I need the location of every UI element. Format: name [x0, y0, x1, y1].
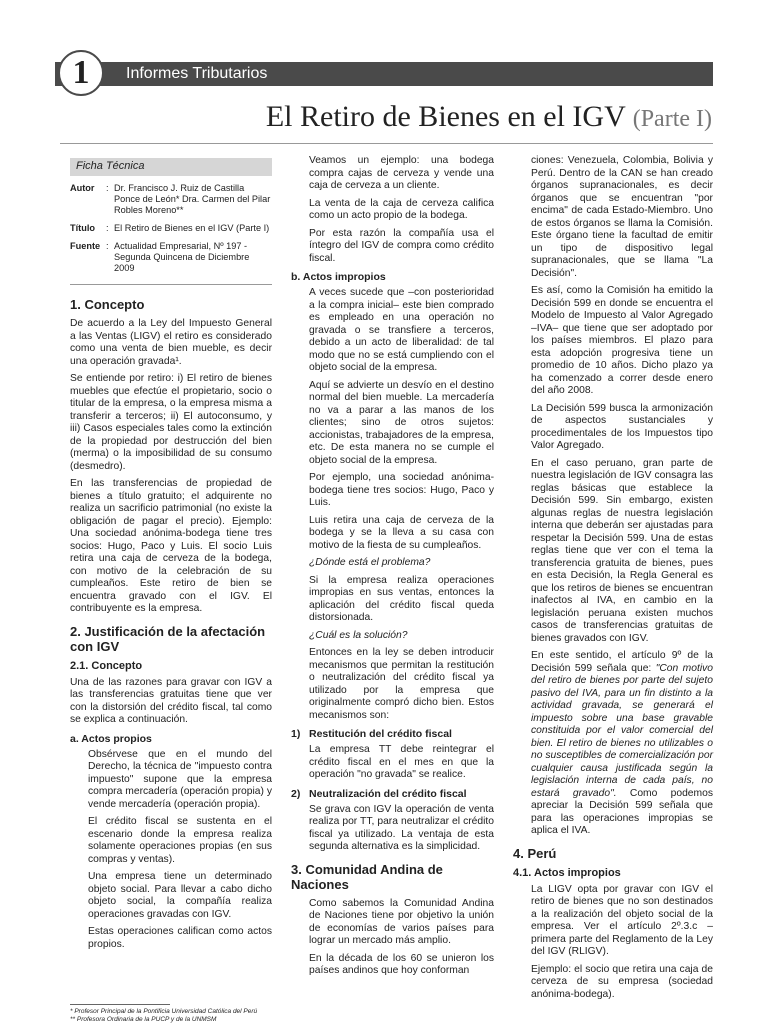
paragraph: Por ejemplo, una sociedad anónima-bodega tiene tres socios: Hugo, Paco y Luis. — [309, 472, 494, 508]
column-1 — [70, 155, 272, 956]
footnote-divider — [70, 1004, 170, 1005]
column-2 — [291, 155, 494, 983]
paragraph: A veces sucede que –con posterioridad a la compra inicial– este bien comprado es empleado en una operación no gravada o se transfiere a terceros, debido a un acto de liberalidad: de tal modo que no se está cumpliendo con el objeto social de la empresa. — [309, 287, 494, 373]
ficha-divider — [70, 284, 272, 285]
paragraph: En el caso peruano, gran parte de nuestra legislación de IGV consagra las reglas básicas que establece la Decisión 599. Sin embargo, existen algunas reglas de nuestra legislación interna que deberán ser ajustadas para respetar la Decisión 599. Una de estas reglas tiene que ver con el tema la transferencia gratuita de bienes, pues en esta Decisión, la Regla General es que los retiros de bienes se encuentran inafectos al IVA, en cambio en la legislación peruana existen muchos casos de transferencias gratuitas de bienes gravados con IGV. — [531, 457, 713, 644]
column-3 — [513, 155, 713, 1006]
heading-concepto: 1. Concepto — [70, 297, 145, 312]
heading-peru: 4. Perú — [513, 845, 557, 861]
paragraph: Veamos un ejemplo: una bodega compra cajas de cerveza y vende una caja de cerveza a un cliente. — [309, 155, 494, 191]
ficha-row-fuente: Fuente : Actualidad Empresarial, Nº 197 - Segunda Quincena de Diciembre 2009 — [70, 241, 250, 273]
footnote-2: ** Profesora Ordinaria de la PUCP y de la UNMSM — [70, 1016, 217, 1023]
paragraph: En las transferencias de propiedad de bienes a título gratuito; el adquirente no realiza un sacrificio patrimonial (no existe la obligación de pagar el precio). Ejemplo: Una sociedad anónima-bodega tiene tres socios: Hugo, Paco y Luis. El socio Luis retira una caja de cerveza de la bodega, con motivo de la celebración de su cumpleaños. Este retiro de bien se encuentra gravado con el IGV. El contribuyente es la empresa. — [70, 478, 272, 614]
heading-justificacion: 2. Justificación de la afectación con IGV — [70, 623, 266, 654]
subheading-actos-propios: a. Actos propios — [70, 732, 152, 745]
paragraph: ciones: Venezuela, Colombia, Bolivia y Perú. Dentro de la CAN se han creado órganos supranacionales, es decir órganos que se encuentran "por encima" de cada Estado-Miembro. Uno de estos órganos se llama la Comisión. Este órgano tiene la facultad de emitir un tipo de dispositivo legal supranacionales, que se llama "La Decisión". — [531, 155, 713, 279]
paragraph-decision-599: En este sentido, el artículo 9º de la Decisión 599 señala que: "Con motivo del retiro de bienes por parte del sujeto pasivo del IVA, para un fin distinto a la actividad gravada, se generará el impuesto sobre una base gravable constituida por el valor comercial del bien. El retiro de bienes no utilizables o no susceptibles de comercialización por cualquier causa justificada según la legislación interna de cada país, no estará gravado". Como podemos apreciar la Decisión 599 señala que para las operaciones impropias se aplica el IVA. — [531, 650, 714, 836]
ficha-tecnica-header: Ficha Técnica — [70, 158, 272, 176]
section-name: Informes Tributarios — [126, 65, 268, 82]
question: ¿Dónde está el problema? — [309, 557, 431, 568]
question: ¿Cuál es la solución? — [309, 629, 408, 641]
paragraph: La venta de la caja de cerveza califica como un acto propio de la bodega. — [309, 197, 494, 221]
footnote-1: * Profesor Principal de la Pontificia Universidad Católica del Perú — [70, 1008, 258, 1015]
ficha-row-titulo: Título : El Retiro de Bienes en el IGV (Parte I) — [70, 223, 270, 233]
paragraph: Si la empresa realiza operaciones impropias en sus ventas, entonces la aplicación del crédito fiscal queda distorsionada. — [309, 574, 494, 623]
paragraph: Se grava con IGV la operación de venta realiza por TT, para neutralizar el crédito fiscal ya utilizado. La ventaja de esta segunda alternativa es la simplicidad. — [309, 803, 494, 852]
subheading-actos-impropios: b. Actos impropios — [291, 271, 386, 283]
subheading-neutralizacion: 2) Neutralización del crédito fiscal — [291, 787, 467, 800]
paragraph: Ejemplo: el socio que retira una caja de cerveza de su empresa (sociedad anónima-bodega). — [531, 963, 713, 1000]
paragraph: La Decisión 599 busca la armonización de aspectos sustanciales y procedimentales de los Impuestos tipo Valor Agregado. — [531, 402, 713, 451]
heading-comunidad-andina: 3. Comunidad Andina de Naciones — [291, 861, 443, 892]
paragraph: Entonces en la ley se deben introducir mecanismos que permitan la restitución o neutralización del crédito fiscal ya utilizado por la empresa que originalmente compró dicho bien. Estos mecanismos son: — [309, 647, 494, 721]
page-title — [266, 100, 712, 134]
subheading-restitucion: 1) Restitución del crédito fiscal — [291, 728, 452, 740]
paragraph: La LIGV opta por gravar con IGV el retiro de bienes que no son destinados a la realización del objeto social de la empresa. Ver el artículo 2º.3.c – primera parte del Reglamento de la Ley del IGV (RLIGV). — [531, 883, 713, 957]
paragraph: Una empresa tiene un determinado objeto social. Para llevar a cabo dicho objeto social, la compañía realiza operaciones gravadas con IGV. — [88, 871, 272, 920]
subheading-concepto: 2.1. Concepto — [70, 659, 143, 672]
section-number-badge: 1 — [58, 50, 104, 96]
ficha-row-autor: Autor : Dr. Francisco J. Ruiz de Castilla Ponce de León* Dra. Carmen del Pilar Robles Moreno** — [70, 183, 271, 215]
paragraph: Luis retira una caja de cerveza de la bodega y se la lleva a su casa con motivo de la fiesta de su cumpleaños. — [309, 514, 494, 551]
paragraph: Estas operaciones califican como actos propios. — [88, 926, 272, 950]
paragraph: Se entiende por retiro: i) El retiro de bienes muebles que efectúe el propietario, socio o titular de la empresa, o la empresa misma a transferir a terceros; ii) El autoconsumo, y iii) Casos especiales tales como la extinción de la propiedad por destrucción del bien (merma) o la imposibilidad de su consumo (desmedro). — [70, 373, 272, 472]
paragraph: En la década de los 60 se unieron los países andinos que hoy conforman — [309, 952, 494, 976]
paragraph: La empresa TT debe reintegrar el crédito fiscal en el mes en que la operación "no gravada" se realice. — [309, 744, 494, 780]
paragraph: Como sabemos la Comunidad Andina de Naciones tiene por objetivo la unión de economías de varios países para lograr un mercado más amplio. — [309, 897, 494, 946]
paragraph: Es así, como la Comisión ha emitido la Decisión 599 en donde se encuentra el Modelo de Impuesto al Valor Agregado –IVA– que tiene que ser adoptado por los países miembros. El plazo para esta adopción progresiva tiene un promedio de 10 años. Dicho plazo ya ha comenzado a correr desde enero del año 2008. — [531, 285, 713, 396]
paragraph: De acuerdo a la Ley del Impuesto General a las Ventas (LIGV) el retiro es considerado como una venta de bien mueble, es decir una operación gravada¹. — [70, 318, 272, 367]
paragraph: Una de las razones para gravar con IGV a las transferencias gratuitas tiene que ver con la distorsión del crédito fiscal, tal como se explica a continuación. — [70, 676, 272, 725]
paragraph: El crédito fiscal se sustenta en el escenario donde la empresa realiza solamente operaciones propias (en sus compras y ventas). — [88, 816, 272, 865]
paragraph: Aquí se advierte un desvío en el destino normal del bien mueble. La mercadería no va a parar a las manos de los clientes; sino de otros sujetos: accionistas, trabajadores de la empresa, etc. De esta manera no se cumple el objeto social de la empresa. — [309, 379, 494, 466]
paragraph: Obsérvese que en el mundo del Derecho, la técnica de "impuesto contra impuesto" supone que la empresa compra mercadería (operación propia) y vende mercadería (operación propia). — [88, 748, 272, 810]
paragraph: Por esta razón la compañía usa el íntegro del IGV de compra como crédito fiscal. — [309, 227, 494, 264]
subheading-actos-impropios-peru: 4.1. Actos impropios — [513, 866, 621, 879]
title-text: El Retiro de Bienes en el IGV — [265, 100, 626, 133]
title-part: (Parte I) — [632, 106, 712, 132]
title-divider — [60, 143, 713, 144]
